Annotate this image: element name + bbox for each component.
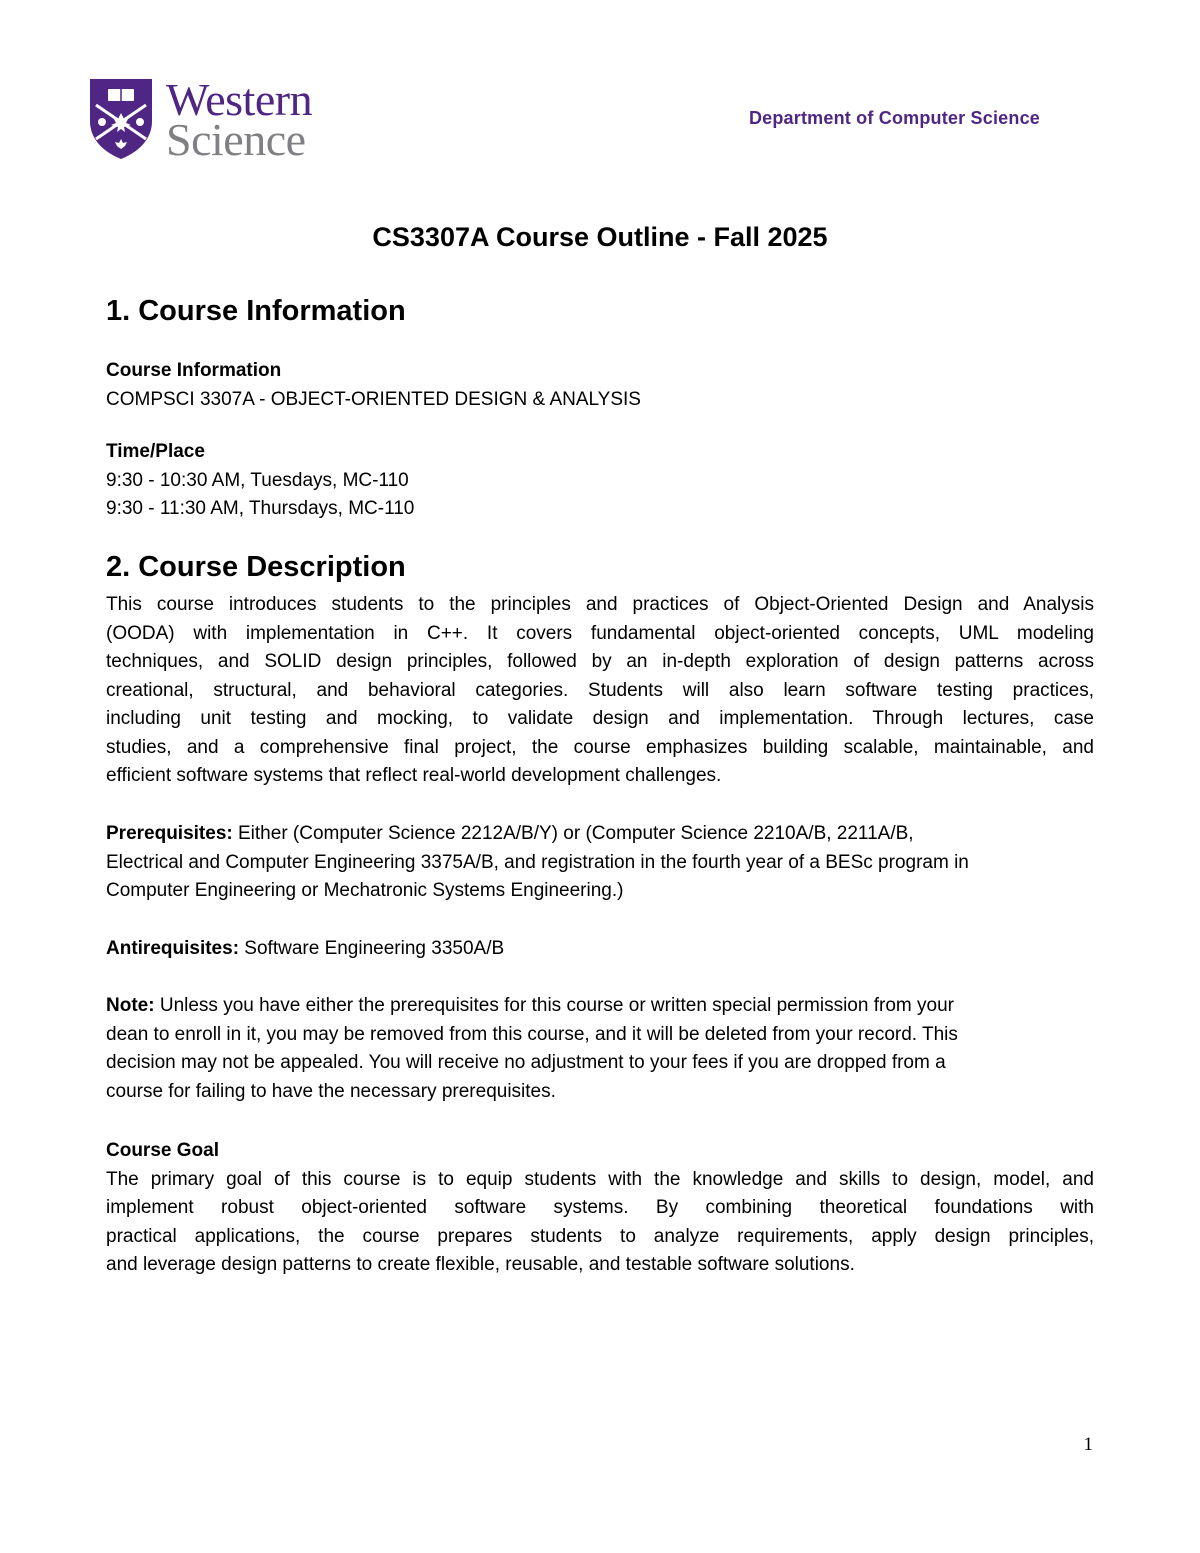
course-goal-paragraph — [106, 1137, 1094, 1280]
description-line: including unit testing and mocking, to validate design and implementation. Through lectures, case — [106, 708, 1094, 729]
course-information-value: COMPSCI 3307A - OBJECT-ORIENTED DESIGN & ANALYSIS — [106, 388, 641, 410]
time-place-label: Time/Place — [106, 441, 205, 462]
course-information-block — [106, 357, 1094, 414]
note-paragraph — [106, 992, 1094, 1106]
time-place-block — [106, 438, 1094, 524]
section-heading-course-information: 1. Course Information — [106, 295, 406, 327]
note-label: Note: — [106, 995, 155, 1016]
description-line: creational, structural, and behavioral categories. Students will also learn software testing practices, — [106, 679, 1094, 701]
logo-science-text: Science — [166, 114, 306, 165]
logo-western-text: Western — [166, 74, 313, 125]
page-number: 1 — [1083, 1434, 1093, 1455]
note-text: dean to enroll in it, you may be removed from this course, and it will be deleted from your record. This — [106, 1023, 958, 1045]
note-text: Unless you have either the prerequisites for this course or written special permission from your — [154, 995, 954, 1016]
description-line: (OODA) with implementation in C++. It covers fundamental object-oriented concepts, UML modeling — [106, 622, 1094, 644]
prerequisites-paragraph — [106, 820, 1094, 906]
time-place-line: 9:30 - 10:30 AM, Tuesdays, MC-110 — [106, 469, 409, 491]
course-goal-line: and leverage design patterns to create flexible, reusable, and testable software solutions. — [106, 1254, 855, 1275]
description-line: This course introduces students to the principles and practices of Object-Oriented Design and Analysis — [106, 594, 1094, 615]
prerequisites-text: Computer Engineering or Mechatronic Systems Engineering.) — [106, 880, 624, 901]
western-science-logo — [88, 74, 348, 165]
note-text: decision may not be appealed. You will receive no adjustment to your fees if you are dropped from a — [106, 1052, 946, 1073]
description-line: studies, and a comprehensive final project, the course emphasizes building scalable, maintainable, and — [106, 736, 1094, 758]
course-goal-label: Course Goal — [106, 1140, 219, 1161]
department-label: Department of Computer Science — [748, 108, 1040, 128]
course-information-label: Course Information — [106, 360, 282, 381]
prerequisites-text: Either (Computer Science 2212A/B/Y) or (Computer Science 2210A/B, 2211A/B, — [232, 823, 914, 844]
description-line: techniques, and SOLID design principles, followed by an in-depth exploration of design patterns across — [106, 651, 1094, 672]
antirequisites-text: Software Engineering 3350A/B — [239, 938, 505, 959]
course-goal-line: practical applications, the course prepares students to analyze requirements, apply design principles, — [106, 1225, 1094, 1247]
section-heading-course-description: 2. Course Description — [106, 551, 406, 583]
antirequisites-label: Antirequisites: — [106, 938, 240, 959]
note-text: course for failing to have the necessary prerequisites. — [106, 1080, 556, 1102]
prerequisites-label: Prerequisites: — [106, 823, 233, 844]
antirequisites-paragraph — [106, 935, 1094, 964]
description-line: efficient software systems that reflect real-world development challenges. — [106, 765, 722, 786]
prerequisites-text: Electrical and Computer Engineering 3375A/B, and registration in the fourth year of a BESc program in — [106, 851, 969, 873]
course-goal-line: implement robust object-oriented software systems. By combining theoretical foundations with — [106, 1197, 1094, 1218]
course-description-paragraph — [106, 591, 1094, 791]
time-place-line: 9:30 - 11:30 AM, Thursdays, MC-110 — [106, 498, 415, 519]
document-title: CS3307A Course Outline - Fall 2025 — [372, 222, 828, 252]
western-shield-icon — [88, 77, 154, 161]
course-goal-line: The primary goal of this course is to equip students with the knowledge and skills to design, model, and — [106, 1168, 1094, 1190]
